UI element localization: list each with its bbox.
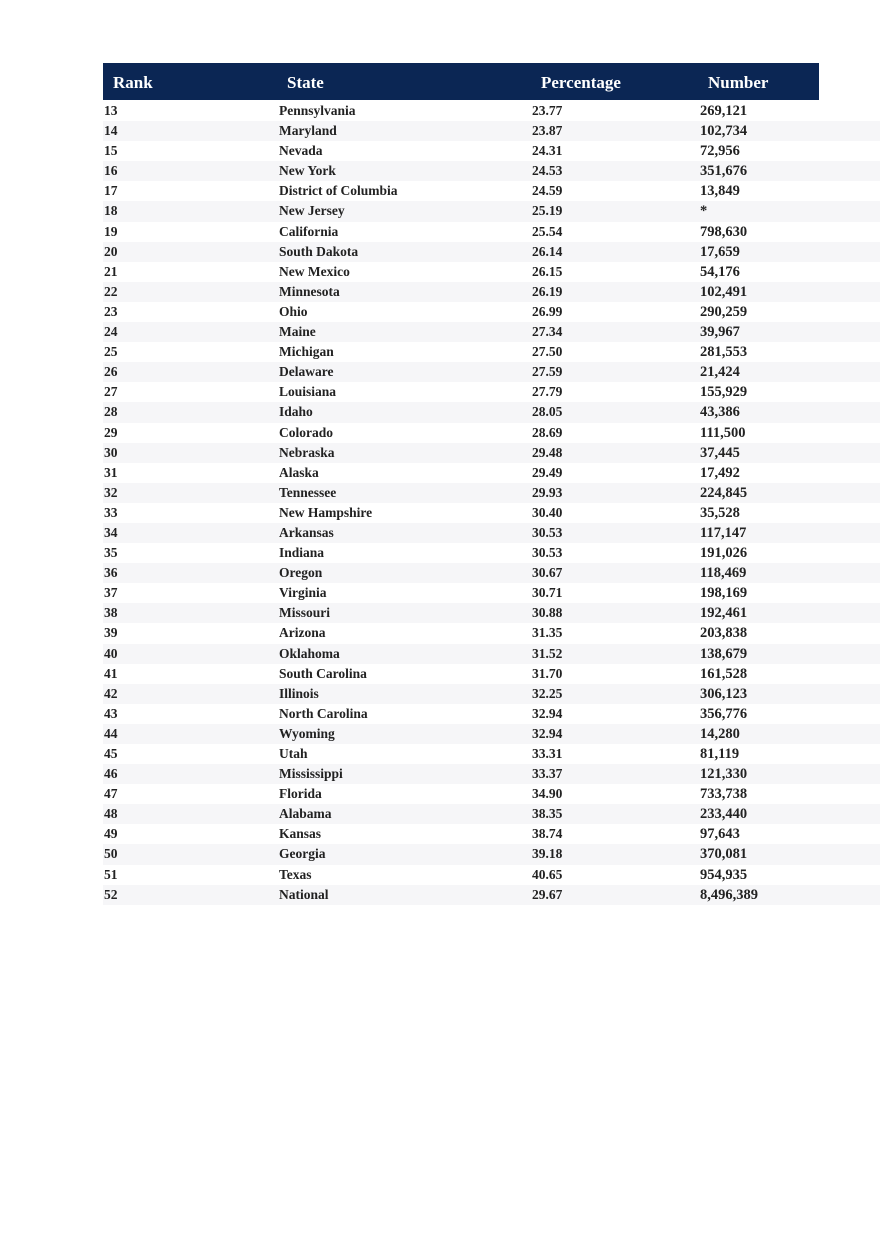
state-cell: Pennsylvania — [279, 103, 356, 118]
table-header — [103, 63, 819, 100]
state-cell: Oregon — [279, 565, 323, 581]
table-row — [103, 804, 880, 824]
state-cell: Texas — [279, 866, 312, 882]
header-rank: Rank — [113, 73, 153, 92]
rank-cell: 15 — [104, 143, 118, 159]
table-row — [103, 865, 880, 885]
table-row — [103, 262, 880, 282]
table-row — [103, 724, 880, 744]
table-row — [103, 503, 880, 523]
number-cell: 81,119 — [700, 746, 740, 762]
percentage-cell: 34.90 — [532, 786, 563, 802]
number-cell: * — [700, 203, 708, 220]
percentage-cell: 30.71 — [532, 585, 563, 601]
rank-cell: 21 — [104, 263, 118, 279]
table-row — [103, 222, 880, 242]
number-cell: 224,845 — [700, 484, 748, 501]
table-row — [103, 664, 880, 684]
rank-cell: 36 — [104, 565, 118, 581]
percentage-cell: 32.94 — [532, 705, 563, 721]
percentage-cell: 30.53 — [532, 524, 563, 540]
state-cell: Tennessee — [279, 484, 337, 500]
rank-cell: 28 — [104, 404, 118, 420]
number-cell: 155,929 — [700, 384, 748, 401]
rank-cell: 27 — [104, 384, 118, 400]
rank-cell: 32 — [104, 484, 118, 500]
number-cell: 117,147 — [700, 524, 747, 541]
rank-cell: 26 — [104, 364, 118, 380]
percentage-cell: 26.14 — [532, 243, 563, 259]
percentage-cell: 25.19 — [532, 203, 563, 219]
state-cell: Arkansas — [279, 524, 334, 540]
number-cell: 733,738 — [700, 786, 748, 803]
percentage-cell: 26.99 — [532, 303, 563, 319]
number-cell: 102,734 — [700, 123, 748, 140]
rank-cell: 25 — [104, 344, 118, 360]
number-cell: 198,169 — [700, 585, 748, 602]
percentage-cell: 28.69 — [532, 424, 563, 440]
rank-cell: 39 — [104, 625, 118, 641]
table-row — [103, 443, 880, 463]
table-row — [103, 302, 880, 322]
number-cell: 72,956 — [700, 143, 740, 160]
number-cell: 290,259 — [700, 303, 748, 320]
number-cell: 798,630 — [700, 223, 748, 240]
number-cell: 111,500 — [700, 424, 746, 441]
number-cell: 8,496,389 — [700, 886, 758, 903]
percentage-cell: 25.54 — [532, 223, 563, 239]
table-row — [103, 623, 880, 643]
state-cell: Oklahoma — [279, 645, 340, 661]
percentage-cell: 31.35 — [532, 625, 563, 641]
percentage-cell: 27.59 — [532, 364, 563, 380]
state-cell: New Jersey — [279, 203, 345, 219]
header-number: Number — [708, 73, 769, 92]
rank-cell: 31 — [104, 464, 118, 480]
table-row — [103, 402, 880, 422]
state-cell: Maine — [279, 324, 316, 340]
state-cell: California — [279, 223, 339, 239]
percentage-cell: 30.88 — [532, 605, 563, 621]
percentage-cell: 23.87 — [532, 123, 563, 139]
table-row — [103, 242, 880, 262]
rank-cell: 24 — [104, 324, 118, 340]
state-cell: Virginia — [279, 585, 327, 601]
percentage-cell: 26.19 — [532, 283, 563, 299]
rank-cell: 14 — [104, 123, 118, 139]
percentage-cell: 31.52 — [532, 645, 563, 661]
rank-cell: 51 — [104, 866, 118, 882]
percentage-cell: 27.79 — [532, 384, 563, 400]
state-cell: Michigan — [279, 344, 334, 360]
state-cell: National — [279, 886, 329, 902]
number-cell: 17,659 — [700, 243, 740, 260]
table-row — [103, 362, 880, 382]
number-cell: 118,469 — [700, 565, 747, 582]
state-cell: Colorado — [279, 424, 333, 440]
rank-cell: 33 — [104, 504, 118, 520]
number-cell: 35,528 — [700, 504, 740, 521]
rank-cell: 38 — [104, 605, 118, 621]
rank-cell: 30 — [104, 444, 118, 460]
number-cell: 191,026 — [700, 545, 748, 562]
percentage-cell: 29.49 — [532, 464, 563, 480]
rank-cell: 41 — [104, 665, 118, 681]
rank-cell: 20 — [104, 243, 118, 259]
number-cell: 138,679 — [700, 645, 748, 662]
percentage-cell: 40.65 — [532, 866, 563, 882]
rank-cell: 35 — [104, 545, 118, 561]
state-cell: Nebraska — [279, 444, 335, 460]
table-row — [103, 342, 880, 362]
table-row — [103, 543, 880, 563]
number-cell: 37,445 — [700, 444, 740, 461]
table-row — [103, 885, 880, 905]
table-row — [103, 201, 880, 221]
state-cell: Nevada — [279, 143, 323, 159]
state-cell: New York — [279, 163, 336, 179]
number-cell: 954,935 — [700, 866, 748, 883]
number-cell: 14,280 — [700, 725, 740, 742]
percentage-cell: 27.50 — [532, 344, 563, 360]
state-cell: Georgia — [279, 846, 326, 862]
number-cell: 192,461 — [700, 605, 748, 622]
state-cell: Illinois — [279, 685, 319, 701]
state-cell: North Carolina — [279, 705, 368, 721]
number-cell: 39,967 — [700, 324, 740, 341]
number-cell: 306,123 — [700, 685, 748, 702]
rank-cell: 23 — [104, 303, 118, 319]
number-cell: 21,424 — [700, 364, 740, 381]
state-cell: New Mexico — [279, 263, 350, 279]
number-cell: 203,838 — [700, 625, 748, 642]
state-cell: New Hampshire — [279, 504, 373, 520]
rank-cell: 37 — [104, 585, 118, 601]
state-cell: Louisiana — [279, 384, 337, 400]
rank-cell: 13 — [104, 103, 118, 118]
table-row — [103, 282, 880, 302]
ranking-table — [103, 63, 880, 905]
rank-cell: 16 — [104, 163, 118, 179]
number-cell: 121,330 — [700, 766, 748, 783]
rank-cell: 49 — [104, 826, 118, 842]
percentage-cell: 29.67 — [532, 886, 563, 902]
number-cell: 370,081 — [700, 846, 748, 863]
percentage-cell: 28.05 — [532, 404, 563, 420]
table-row — [103, 141, 880, 161]
state-cell: Mississippi — [279, 766, 343, 782]
table-row — [103, 423, 880, 443]
number-cell: 97,643 — [700, 826, 740, 843]
number-cell: 43,386 — [700, 404, 740, 421]
rank-cell: 52 — [104, 886, 118, 902]
rank-cell: 48 — [104, 806, 118, 822]
table-row — [103, 603, 880, 623]
rank-cell: 34 — [104, 524, 118, 540]
percentage-cell: 30.67 — [532, 565, 563, 581]
table-row — [103, 463, 880, 483]
percentage-cell: 30.40 — [532, 504, 563, 520]
number-cell: 281,553 — [700, 344, 748, 361]
table-row — [103, 121, 880, 141]
rank-cell: 22 — [104, 283, 118, 299]
number-cell: 356,776 — [700, 705, 748, 722]
rank-cell: 40 — [104, 645, 118, 661]
percentage-cell: 29.93 — [532, 484, 563, 500]
rank-cell: 46 — [104, 766, 118, 782]
rank-cell: 19 — [104, 223, 118, 239]
percentage-cell: 33.31 — [532, 746, 563, 761]
state-cell: Missouri — [279, 605, 331, 621]
state-cell: Minnesota — [279, 283, 340, 299]
state-cell: Utah — [279, 746, 308, 761]
header-percentage: Percentage — [541, 73, 621, 92]
state-cell: Arizona — [279, 625, 326, 641]
number-cell: 54,176 — [700, 263, 740, 280]
percentage-cell: 31.70 — [532, 665, 563, 681]
state-cell: South Dakota — [279, 243, 359, 259]
header-state: State — [287, 73, 324, 92]
table-row — [103, 644, 880, 664]
percentage-cell: 39.18 — [532, 846, 563, 862]
table-row — [103, 704, 880, 724]
table-row — [103, 483, 880, 503]
percentage-cell: 24.31 — [532, 143, 563, 159]
number-cell: 351,676 — [700, 163, 748, 180]
table-row — [103, 784, 880, 804]
percentage-cell: 23.77 — [532, 103, 563, 118]
state-cell: Idaho — [279, 404, 313, 420]
rank-cell: 47 — [104, 786, 118, 802]
state-cell: Delaware — [279, 364, 334, 380]
table-row — [103, 382, 880, 402]
table-row — [103, 583, 880, 603]
rank-cell: 50 — [104, 846, 118, 862]
percentage-cell: 30.53 — [532, 545, 563, 561]
state-cell: Alaska — [279, 464, 319, 480]
percentage-cell: 38.35 — [532, 806, 563, 822]
rank-cell: 43 — [104, 705, 118, 721]
rank-cell: 45 — [104, 746, 118, 761]
rank-cell: 17 — [104, 183, 118, 199]
state-cell: District of Columbia — [279, 183, 398, 199]
percentage-cell: 32.25 — [532, 685, 563, 701]
rank-cell: 42 — [104, 685, 118, 701]
table-row — [103, 523, 880, 543]
number-cell: 17,492 — [700, 464, 740, 481]
number-cell: 233,440 — [700, 806, 748, 823]
state-cell: Maryland — [279, 123, 337, 139]
table-row — [103, 764, 880, 784]
percentage-cell: 33.37 — [532, 766, 563, 782]
state-cell: South Carolina — [279, 665, 367, 681]
table-row — [103, 844, 880, 864]
table-row — [103, 181, 880, 201]
percentage-cell: 38.74 — [532, 826, 563, 842]
table-row — [103, 322, 880, 342]
rank-cell: 44 — [104, 725, 118, 741]
rank-cell: 29 — [104, 424, 118, 440]
state-cell: Indiana — [279, 545, 325, 561]
state-cell: Kansas — [279, 826, 322, 842]
percentage-cell: 27.34 — [532, 324, 563, 340]
rank-cell: 18 — [104, 203, 118, 219]
table-row — [103, 101, 880, 121]
percentage-cell: 24.53 — [532, 163, 563, 179]
percentage-cell: 32.94 — [532, 725, 563, 741]
number-cell: 102,491 — [700, 283, 748, 300]
number-cell: 161,528 — [700, 665, 748, 682]
number-cell: 269,121 — [700, 103, 748, 119]
percentage-cell: 24.59 — [532, 183, 563, 199]
percentage-cell: 29.48 — [532, 444, 563, 460]
percentage-cell: 26.15 — [532, 263, 563, 279]
number-cell: 13,849 — [700, 183, 740, 200]
table-row — [103, 563, 880, 583]
table-row — [103, 161, 880, 181]
table-row — [103, 744, 880, 764]
state-cell: Florida — [279, 786, 322, 802]
table-row — [103, 684, 880, 704]
state-cell: Ohio — [279, 303, 308, 319]
state-cell: Alabama — [279, 806, 332, 822]
table-body — [103, 101, 880, 905]
state-cell: Wyoming — [279, 725, 335, 741]
table-row — [103, 824, 880, 844]
